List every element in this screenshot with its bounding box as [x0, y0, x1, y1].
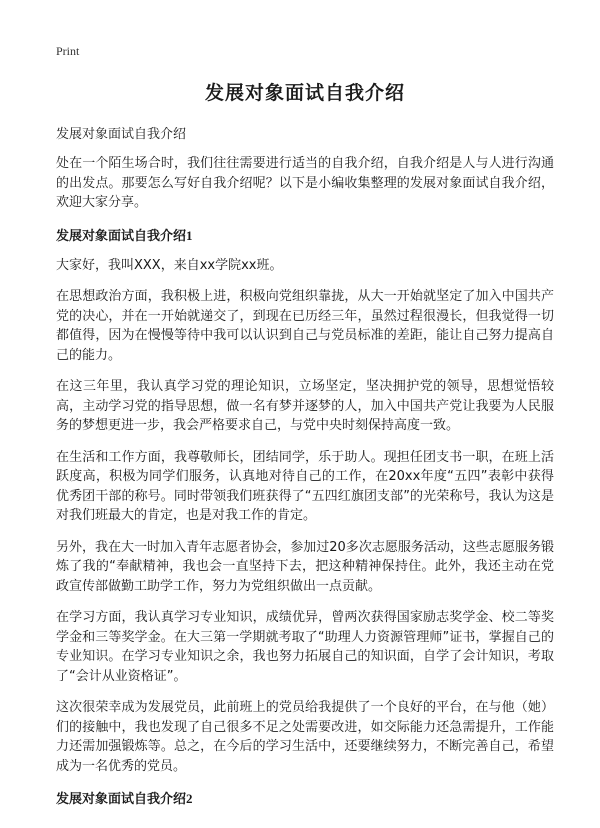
section-1-paragraph: 在这三年里，我认真学习党的理论知识，立场坚定，坚决拥护党的领导，思想觉悟较高，主动学习党的指导思想，做一名有梦并逐梦的人，加入中国共产党让我要为人民服务的梦想更进一步，我会严格要求自己，与党中央时刻保持高度一致。: [56, 379, 554, 433]
document-subtitle: 发展对象面试自我介绍: [56, 127, 187, 142]
section-1-paragraph: 在学习方面，我认真学习专业知识，成绩优异，曾两次获得国家励志奖学金、校二等奖学金和三等奖学金。在大三第一学期就考取了“助理人力资源管理师”证书，掌握自己的专业知识。在学习专业知识之余，我也努力拓展自己的知识面，自学了会计知识，考取了“会计从业资格证”。: [56, 610, 554, 684]
section-1-paragraph: 这次很荣幸成为发展党员，此前班上的党员给我提供了一个良好的平台，在与他（她）们的接触中，我也发现了自己很多不足之处需要改进，如交际能力还急需提升，工作能力还需加强锻炼等。总之，在今后的学习生活中，还要继续努力，不断完善自己，希望成为一名优秀的党员。: [56, 700, 554, 774]
section-1-paragraph: 在生活和工作方面，我尊敬师长，团结同学，乐于助人。现担任团支书一职，在班上活跃度高，积极为同学们服务，认真地对待自己的工作，在20xx年度“五四”表彰中获得优秀团干部的称号。同时带领我们班获得了“五四红旗团支部”的光荣称号，我认为这是对我们班最大的肯定，也是对我工作的肯定。: [56, 449, 554, 523]
section-heading-2: 发展对象面试自我介绍2: [56, 791, 193, 806]
section-1-paragraph: 大家好，我叫XXX，来自xx学院xx班。: [56, 257, 283, 273]
print-link[interactable]: Print: [56, 44, 80, 58]
intro-paragraph: 处在一个陌生场合时，我们往往需要进行适当的自我介绍，自我介绍是人与人进行沟通的出发点。那要怎么写好自我介绍呢？以下是小编收集整理的发展对象面试自我介绍，欢迎大家分享。: [56, 156, 554, 210]
document-title: 发展对象面试自我介绍: [204, 82, 405, 104]
section-1-paragraph: 另外，我在大一时加入青年志愿者协会，参加过20多次志愿服务活动，这些志愿服务锻炼了我的“奉献精神，我也会一直坚持下去，把这种精神保持住。此外，我还主动在党政宣传部做勤工助学工作，努力为党组织做出一点贡献。: [56, 539, 554, 594]
section-heading-1: 发展对象面试自我介绍1: [56, 227, 193, 243]
document-page: [56, 78, 554, 819]
section-1-paragraph: 在思想政治方面，我积极上进，积极向党组织靠拢，从大一开始就坚定了加入中国共产党的决心，并在一开始就递交了，到现在已历经三年，虽然过程很漫长，但我觉得一切都值得，因为在慢慢等待中我可以认识到自己与党员标准的差距，能让自己努力提高自己的能力。: [56, 289, 554, 363]
